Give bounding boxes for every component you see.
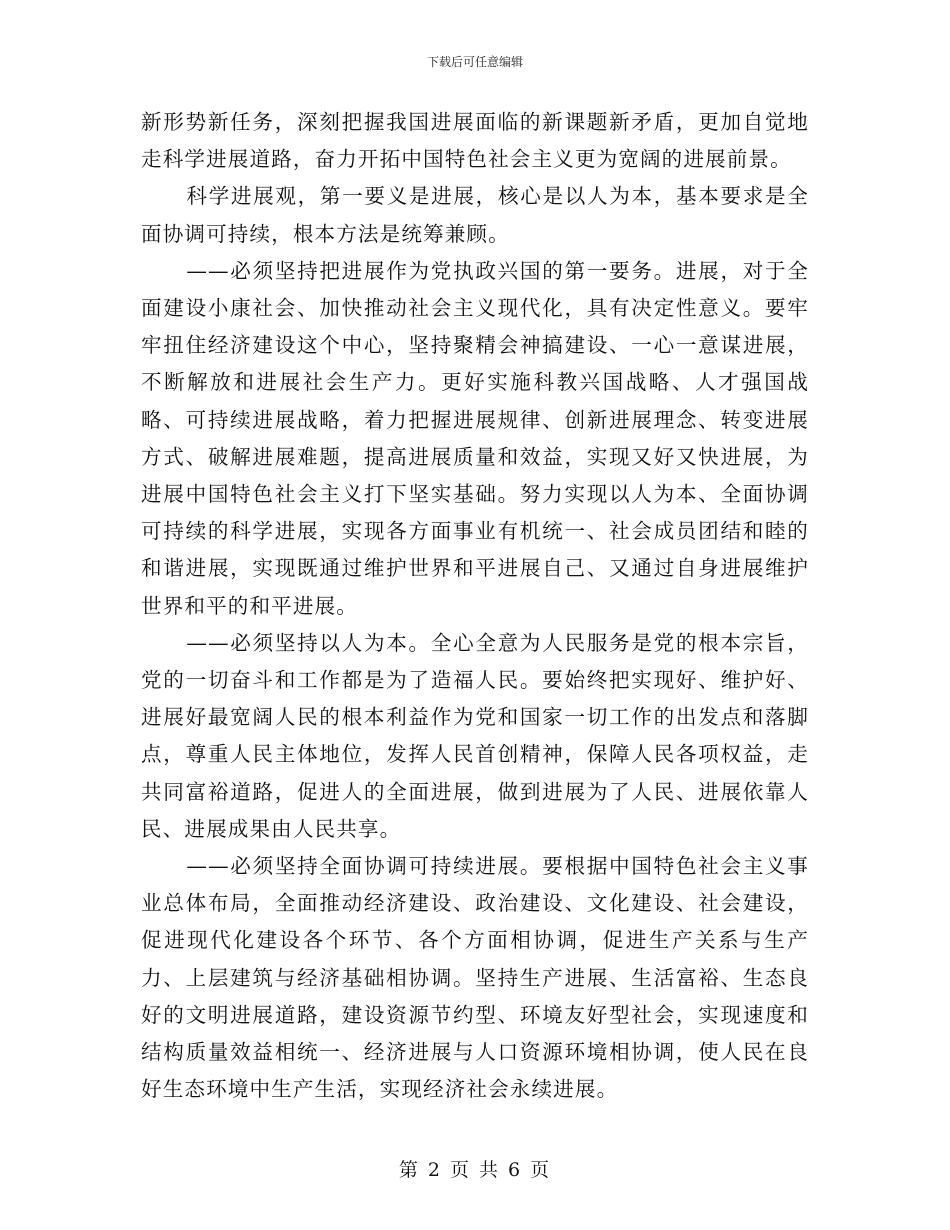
paragraph-5: ——必须坚持全面协调可持续进展。要根据中国特色社会主义事业总体布局，全面推动经济建设、政治建设、文化建设、社会建设，促进现代化建设各个环节、各个方面相协调，促进生产关系与生产力、上层建筑与经济基础相协调。坚持生产进展、生活富裕、生态良好的文明进展道路，建设资源节约型、环境友好型社会，实现速度和结构质量效益相统一、经济进展与人口资源环境相协调，使人民在良好生态环境中生产生活，实现经济社会永续进展。 [141, 854, 809, 1102]
paragraph-1: 新形势新任务，深刻把握我国进展面临的新课题新矛盾，更加自觉地走科学进展道路，奋力开拓中国特色社会主义更为宽阔的进展前景。 [141, 110, 809, 172]
document-body [141, 104, 809, 1108]
header-note: 下载后可任意编辑 [426, 55, 523, 69]
paragraph-3: ——必须坚持把进展作为党执政兴国的第一要务。进展，对于全面建设小康社会、加快推动社会主义现代化，具有决定性意义。要牢牢扭住经济建设这个中心，坚持聚精会神搞建设、一心一意谋进展，不断解放和进展社会生产力。更好实施科教兴国战略、人才强国战略、可持续进展战略，着力把握进展规律、创新进展理念、转变进展方式、破解进展难题，提高进展质量和效益，实现又好又快进展，为进展中国特色社会主义打下坚实基础。努力实现以人为本、全面协调可持续的科学进展，实现各方面事业有机统一、社会成员团结和睦的和谐进展，实现既通过维护世界和平进展自己、又通过自身进展维护世界和平的和平进展。 [141, 258, 809, 618]
paragraph-4: ——必须坚持以人为本。全心全意为人民服务是党的根本宗旨，党的一切奋斗和工作都是为了造福人民。要始终把实现好、维护好、进展好最宽阔人民的根本利益作为党和国家一切工作的出发点和落脚点，尊重人民主体地位，发挥人民首创精神，保障人民各项权益，走共同富裕道路，促进人的全面进展，做到进展为了人民、进展依靠人民、进展成果由人民共享。 [141, 630, 809, 841]
paragraph-2: 科学进展观，第一要义是进展，核心是以人为本，基本要求是全面协调可持续，根本方法是统筹兼顾。 [141, 184, 809, 246]
page-number: 第 2 页 共 6 页 [398, 1159, 552, 1181]
